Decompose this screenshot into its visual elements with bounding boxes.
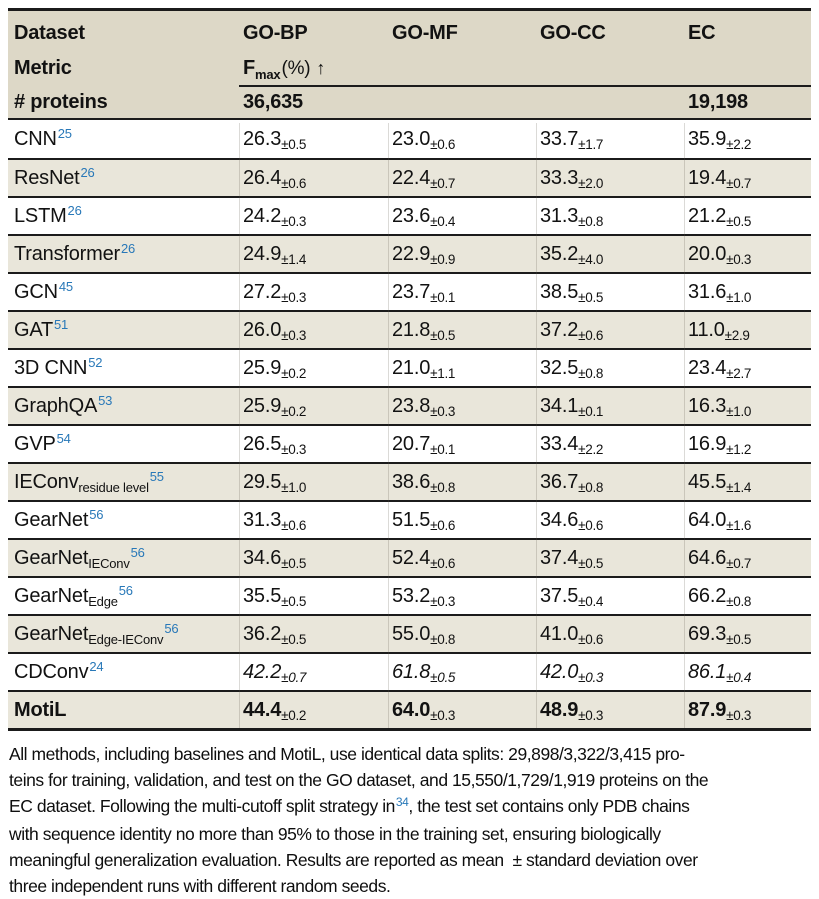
reference-link[interactable]: 56 <box>118 582 133 598</box>
table-row <box>8 538 811 576</box>
metric-value <box>536 319 684 342</box>
value-stddev: ±0.3 <box>578 707 604 723</box>
value-stddev: ±0.5 <box>281 593 307 609</box>
table-row <box>8 348 811 386</box>
value-stddev: ±0.5 <box>726 213 752 229</box>
model-name-text: MotiL <box>14 698 67 721</box>
model-name-text: LSTM <box>14 204 67 227</box>
table-row <box>8 158 811 196</box>
metric-value <box>684 699 811 722</box>
column-header-go-cc: GO-CC <box>540 21 606 44</box>
reference-link[interactable]: 26 <box>120 240 136 256</box>
model-name <box>8 544 239 571</box>
model-name-subscript: IEConv <box>88 555 130 571</box>
value-mean: 31.6 <box>688 280 727 303</box>
value-stddev: ±0.3 <box>430 707 456 723</box>
table-row <box>8 120 811 158</box>
metric-header-label: Metric <box>14 57 72 79</box>
value-mean: 69.3 <box>688 622 727 645</box>
value-mean: 55.0 <box>392 622 431 645</box>
value-stddev: ±0.4 <box>430 213 456 229</box>
value-mean: 23.6 <box>392 204 431 227</box>
proteins-count-ec: 19,198 <box>688 91 748 113</box>
reference-link[interactable]: 34 <box>395 795 409 809</box>
value-mean: 25.9 <box>243 394 282 417</box>
value-mean: 23.8 <box>392 394 431 417</box>
model-name-text: GVP <box>14 432 56 455</box>
value-mean: 37.5 <box>540 584 579 607</box>
reference-link[interactable]: 52 <box>88 354 103 370</box>
metric-value <box>684 471 811 494</box>
metric-value <box>388 585 536 608</box>
value-stddev: ±0.7 <box>726 175 752 191</box>
metric-name <box>239 57 811 80</box>
value-stddev: ±1.4 <box>281 251 307 267</box>
footnote-line <box>9 767 815 793</box>
model-name-text: ResNet <box>14 166 80 189</box>
metric-value <box>239 243 388 266</box>
metric-value <box>684 319 811 342</box>
metric-value <box>388 509 536 532</box>
metric-value <box>239 281 388 304</box>
value-stddev: ±0.2 <box>281 365 307 381</box>
value-stddev: ±0.3 <box>281 289 307 305</box>
value-mean: 36.2 <box>243 622 282 645</box>
value-stddev: ±1.1 <box>430 365 456 381</box>
table-body <box>8 120 811 728</box>
value-mean: 64.0 <box>688 508 727 531</box>
model-name <box>8 620 239 647</box>
value-mean: 16.9 <box>688 432 727 455</box>
model-name-text: CNN <box>14 127 57 150</box>
value-stddev: ±0.3 <box>281 213 307 229</box>
model-name-text: GraphQA <box>14 394 98 417</box>
reference-link[interactable]: 56 <box>89 506 104 522</box>
footnote-line <box>9 741 815 767</box>
metric-value <box>684 547 811 570</box>
value-stddev: ±0.4 <box>578 593 604 609</box>
value-mean: 20.7 <box>392 432 431 455</box>
value-stddev: ±0.6 <box>578 631 604 647</box>
table-row <box>8 272 811 310</box>
footnote-text: three independent runs with different random seeds. <box>9 876 391 896</box>
metric-value <box>388 167 536 190</box>
value-mean: 35.2 <box>540 242 579 265</box>
model-name <box>8 582 239 609</box>
metric-value <box>536 547 684 570</box>
metric-value <box>536 281 684 304</box>
footnote-text: meaningful generalization evaluation. Results are reported as mean ± standard deviation over <box>9 850 698 870</box>
value-stddev: ±0.6 <box>430 517 456 533</box>
reference-link[interactable]: 26 <box>80 164 95 180</box>
table-row <box>8 614 811 652</box>
metric-value <box>388 699 536 722</box>
metric-value <box>388 281 536 304</box>
value-mean: 36.7 <box>540 470 579 493</box>
value-mean: 24.2 <box>243 204 282 227</box>
metric-value <box>388 319 536 342</box>
value-mean: 66.2 <box>688 584 727 607</box>
table-row <box>8 462 811 500</box>
table-row <box>8 576 811 614</box>
proteins-count-go: 36,635 <box>243 91 303 113</box>
model-name <box>8 506 239 532</box>
metric-value <box>536 585 684 608</box>
table-row <box>8 500 811 538</box>
value-mean: 38.6 <box>392 470 431 493</box>
value-stddev: ±0.6 <box>578 517 604 533</box>
metric-value <box>388 205 536 228</box>
value-stddev: ±2.9 <box>724 327 750 343</box>
model-name-subscript: residue level <box>78 479 149 495</box>
model-name <box>8 316 239 342</box>
model-name-text: CDConv <box>14 660 89 683</box>
value-stddev: ±1.0 <box>726 403 752 419</box>
value-stddev: ±1.0 <box>281 479 307 495</box>
value-mean: 42.0 <box>540 660 579 683</box>
metric-value <box>239 661 388 684</box>
value-mean: 51.5 <box>392 508 431 531</box>
value-mean: 34.6 <box>243 546 282 569</box>
model-name-text: IEConv <box>14 470 79 493</box>
value-mean: 23.0 <box>392 127 431 150</box>
model-name <box>8 164 239 190</box>
column-header-go-bp: GO-BP <box>243 21 308 44</box>
model-name-text: GearNet <box>14 584 89 607</box>
value-stddev: ±0.5 <box>430 327 456 343</box>
metric-value <box>239 547 388 570</box>
value-stddev: ±0.5 <box>578 289 604 305</box>
value-mean: 34.1 <box>540 394 579 417</box>
value-mean: 24.9 <box>243 242 282 265</box>
metric-subscript: max <box>255 67 281 82</box>
value-stddev: ±0.5 <box>281 631 307 647</box>
model-name <box>8 240 239 266</box>
header-row-dataset <box>8 11 811 52</box>
table-row <box>8 310 811 348</box>
value-mean: 26.3 <box>243 127 282 150</box>
value-stddev: ±0.3 <box>281 327 307 343</box>
value-stddev: ±0.7 <box>726 555 752 571</box>
value-mean: 16.3 <box>688 394 727 417</box>
value-stddev: ±0.6 <box>578 327 604 343</box>
metric-value <box>684 395 811 418</box>
value-stddev: ±1.7 <box>578 136 604 152</box>
header-row-proteins <box>8 87 811 118</box>
value-stddev: ±0.5 <box>726 631 752 647</box>
value-mean: 37.2 <box>540 318 579 341</box>
model-name-text: GAT <box>14 318 54 341</box>
footnote-text: All methods, including baselines and MotiL, use identical data splits: 29,898/3,322/3,415 pro- <box>9 744 685 764</box>
value-mean: 42.2 <box>243 660 282 683</box>
metric-value <box>536 471 684 494</box>
value-stddev: ±0.5 <box>281 555 307 571</box>
value-mean: 25.9 <box>243 356 282 379</box>
metric-value <box>239 585 388 608</box>
value-mean: 64.6 <box>688 546 727 569</box>
value-stddev: ±0.3 <box>578 669 604 685</box>
metric-value <box>536 243 684 266</box>
dataset-header-label: Dataset <box>14 21 85 44</box>
value-stddev: ±4.0 <box>578 251 604 267</box>
value-mean: 33.7 <box>540 127 579 150</box>
metric-value <box>388 357 536 380</box>
table-row <box>8 652 811 690</box>
value-mean: 33.3 <box>540 166 579 189</box>
metric-value <box>684 281 811 304</box>
value-stddev: ±0.5 <box>281 136 307 152</box>
metric-value <box>388 547 536 570</box>
reference-link[interactable]: 55 <box>149 468 164 484</box>
value-mean: 23.4 <box>688 356 727 379</box>
metric-value <box>388 433 536 456</box>
value-mean: 26.4 <box>243 166 282 189</box>
value-mean: 33.4 <box>540 432 579 455</box>
value-stddev: ±2.2 <box>726 136 752 152</box>
value-stddev: ±2.0 <box>578 175 604 191</box>
metric-value <box>388 471 536 494</box>
value-stddev: ±0.8 <box>578 479 604 495</box>
value-mean: 26.0 <box>243 318 282 341</box>
value-stddev: ±0.8 <box>726 593 752 609</box>
metric-value <box>239 205 388 228</box>
value-stddev: ±0.4 <box>726 669 752 685</box>
value-stddev: ±1.2 <box>726 441 752 457</box>
reference-link[interactable]: 24 <box>89 658 104 674</box>
value-stddev: ±0.2 <box>281 707 307 723</box>
reference-link[interactable]: 56 <box>130 544 145 560</box>
value-mean: 44.4 <box>243 698 282 721</box>
footnote-line <box>9 847 815 873</box>
column-header-ec: EC <box>688 21 716 44</box>
metric-value <box>684 128 811 151</box>
metric-value <box>239 319 388 342</box>
reference-link[interactable]: 54 <box>56 430 71 446</box>
model-name-text: GearNet <box>14 546 89 569</box>
model-name <box>8 658 239 684</box>
table-row <box>8 386 811 424</box>
footnote-line <box>9 821 815 847</box>
reference-link[interactable]: 26 <box>67 202 82 218</box>
metric-value <box>536 699 684 722</box>
table-row <box>8 690 811 728</box>
footnote-text: teins for training, validation, and test on the GO dataset, and 15,550/1,729/1,919 proteins on the <box>9 770 709 790</box>
metric-value <box>239 623 388 646</box>
value-stddev: ±0.8 <box>578 213 604 229</box>
reference-link[interactable]: 51 <box>54 316 69 332</box>
value-mean: 35.9 <box>688 127 727 150</box>
value-stddev: ±0.3 <box>430 403 456 419</box>
value-mean: 41.0 <box>540 622 579 645</box>
value-stddev: ±0.3 <box>281 441 307 457</box>
footnote-text: , the test set contains only PDB chains <box>408 796 690 816</box>
footnote-text: EC dataset. Following the multi-cutoff split strategy in <box>9 796 395 816</box>
value-mean: 21.2 <box>688 204 727 227</box>
metric-value <box>684 433 811 456</box>
model-name-subscript: Edge <box>88 593 118 609</box>
metric-value <box>239 699 388 722</box>
value-stddev: ±2.7 <box>726 365 752 381</box>
metric-value <box>388 243 536 266</box>
model-name <box>8 354 239 380</box>
value-stddev: ±0.6 <box>430 555 456 571</box>
model-name <box>8 430 239 456</box>
value-mean: 29.5 <box>243 470 282 493</box>
value-mean: 64.0 <box>392 698 431 721</box>
model-name <box>8 278 239 304</box>
value-stddev: ±0.5 <box>430 669 456 685</box>
metric-value <box>239 395 388 418</box>
value-mean: 22.9 <box>392 242 431 265</box>
value-mean: 52.4 <box>392 546 431 569</box>
value-mean: 48.9 <box>540 698 579 721</box>
model-name <box>8 125 239 151</box>
metric-value <box>536 509 684 532</box>
value-stddev: ±0.6 <box>281 517 307 533</box>
table-row <box>8 234 811 272</box>
model-name <box>8 699 239 722</box>
value-stddev: ±0.2 <box>281 403 307 419</box>
up-arrow-icon: ↑ <box>316 58 326 78</box>
value-stddev: ±0.7 <box>281 669 307 685</box>
value-mean: 34.6 <box>540 508 579 531</box>
model-name-text: 3D CNN <box>14 356 88 379</box>
value-stddev: ±1.4 <box>726 479 752 495</box>
model-name-text: GCN <box>14 280 58 303</box>
metric-value <box>536 205 684 228</box>
value-mean: 20.0 <box>688 242 727 265</box>
value-mean: 11.0 <box>688 318 725 341</box>
value-stddev: ±0.5 <box>578 555 604 571</box>
value-stddev: ±0.3 <box>430 593 456 609</box>
value-mean: 53.2 <box>392 584 431 607</box>
model-name-subscript: Edge-IEConv <box>88 631 164 647</box>
footnote-line <box>9 873 815 899</box>
metric-value <box>536 395 684 418</box>
value-stddev: ±0.1 <box>578 403 604 419</box>
reference-link[interactable]: 25 <box>57 125 72 141</box>
metric-value <box>239 509 388 532</box>
value-mean: 86.1 <box>688 660 727 683</box>
metric-value <box>239 357 388 380</box>
metric-value <box>536 661 684 684</box>
value-stddev: ±1.6 <box>726 517 752 533</box>
metric-value <box>239 471 388 494</box>
column-header-go-mf: GO-MF <box>392 21 458 44</box>
metric-value <box>536 623 684 646</box>
value-stddev: ±0.7 <box>430 175 456 191</box>
metric-value <box>388 623 536 646</box>
value-mean: 27.2 <box>243 280 282 303</box>
value-mean: 22.4 <box>392 166 431 189</box>
value-stddev: ±2.2 <box>578 441 604 457</box>
table-row <box>8 196 811 234</box>
model-name <box>8 202 239 228</box>
value-mean: 37.4 <box>540 546 579 569</box>
table-header <box>8 11 811 120</box>
metric-value <box>684 623 811 646</box>
reference-link[interactable]: 45 <box>58 278 73 294</box>
value-mean: 31.3 <box>540 204 579 227</box>
header-row-metric <box>8 52 811 85</box>
table-footnote <box>9 741 815 899</box>
value-mean: 32.5 <box>540 356 579 379</box>
metric-value <box>388 661 536 684</box>
value-mean: 31.3 <box>243 508 282 531</box>
model-name-text: Transformer <box>14 242 120 265</box>
value-stddev: ±0.8 <box>430 479 456 495</box>
value-mean: 21.8 <box>392 318 431 341</box>
value-mean: 35.5 <box>243 584 282 607</box>
value-stddev: ±0.9 <box>430 251 456 267</box>
value-stddev: ±0.1 <box>430 289 456 305</box>
metric-value <box>684 509 811 532</box>
value-mean: 61.8 <box>392 660 431 683</box>
value-mean: 21.0 <box>392 356 431 379</box>
footnote-text: with sequence identity no more than 95% to those in the training set, ensuring biologically <box>9 824 661 844</box>
value-stddev: ±0.3 <box>726 251 752 267</box>
value-stddev: ±0.1 <box>430 441 456 457</box>
metric-value <box>684 357 811 380</box>
value-mean: 87.9 <box>688 698 727 721</box>
reference-link[interactable]: 53 <box>98 392 113 408</box>
metric-value <box>684 243 811 266</box>
value-mean: 26.5 <box>243 432 282 455</box>
results-table <box>8 8 811 731</box>
value-mean: 23.7 <box>392 280 431 303</box>
model-name <box>8 392 239 418</box>
metric-unit: (%) <box>281 58 311 79</box>
model-name <box>8 468 239 495</box>
metric-value <box>239 167 388 190</box>
metric-value <box>536 128 684 151</box>
reference-link[interactable]: 56 <box>164 620 179 636</box>
value-stddev: ±1.0 <box>726 289 752 305</box>
metric-value <box>684 205 811 228</box>
metric-value <box>388 128 536 151</box>
metric-value <box>684 661 811 684</box>
metric-value <box>536 357 684 380</box>
metric-value <box>684 167 811 190</box>
metric-value <box>239 433 388 456</box>
value-stddev: ±0.8 <box>430 631 456 647</box>
metric-symbol: F <box>243 57 256 79</box>
value-stddev: ±0.8 <box>578 365 604 381</box>
value-stddev: ±0.6 <box>281 175 307 191</box>
footnote-line <box>9 793 815 821</box>
metric-value <box>684 585 811 608</box>
model-name-text: GearNet <box>14 508 89 531</box>
proteins-row-label: # proteins <box>14 91 108 113</box>
metric-value <box>536 167 684 190</box>
metric-value <box>239 128 388 151</box>
model-name-text: GearNet <box>14 622 89 645</box>
value-mean: 38.5 <box>540 280 579 303</box>
value-stddev: ±0.6 <box>430 136 456 152</box>
value-mean: 19.4 <box>688 166 727 189</box>
value-stddev: ±0.3 <box>726 707 752 723</box>
metric-value <box>388 395 536 418</box>
value-mean: 45.5 <box>688 470 727 493</box>
metric-value <box>536 433 684 456</box>
table-row <box>8 424 811 462</box>
